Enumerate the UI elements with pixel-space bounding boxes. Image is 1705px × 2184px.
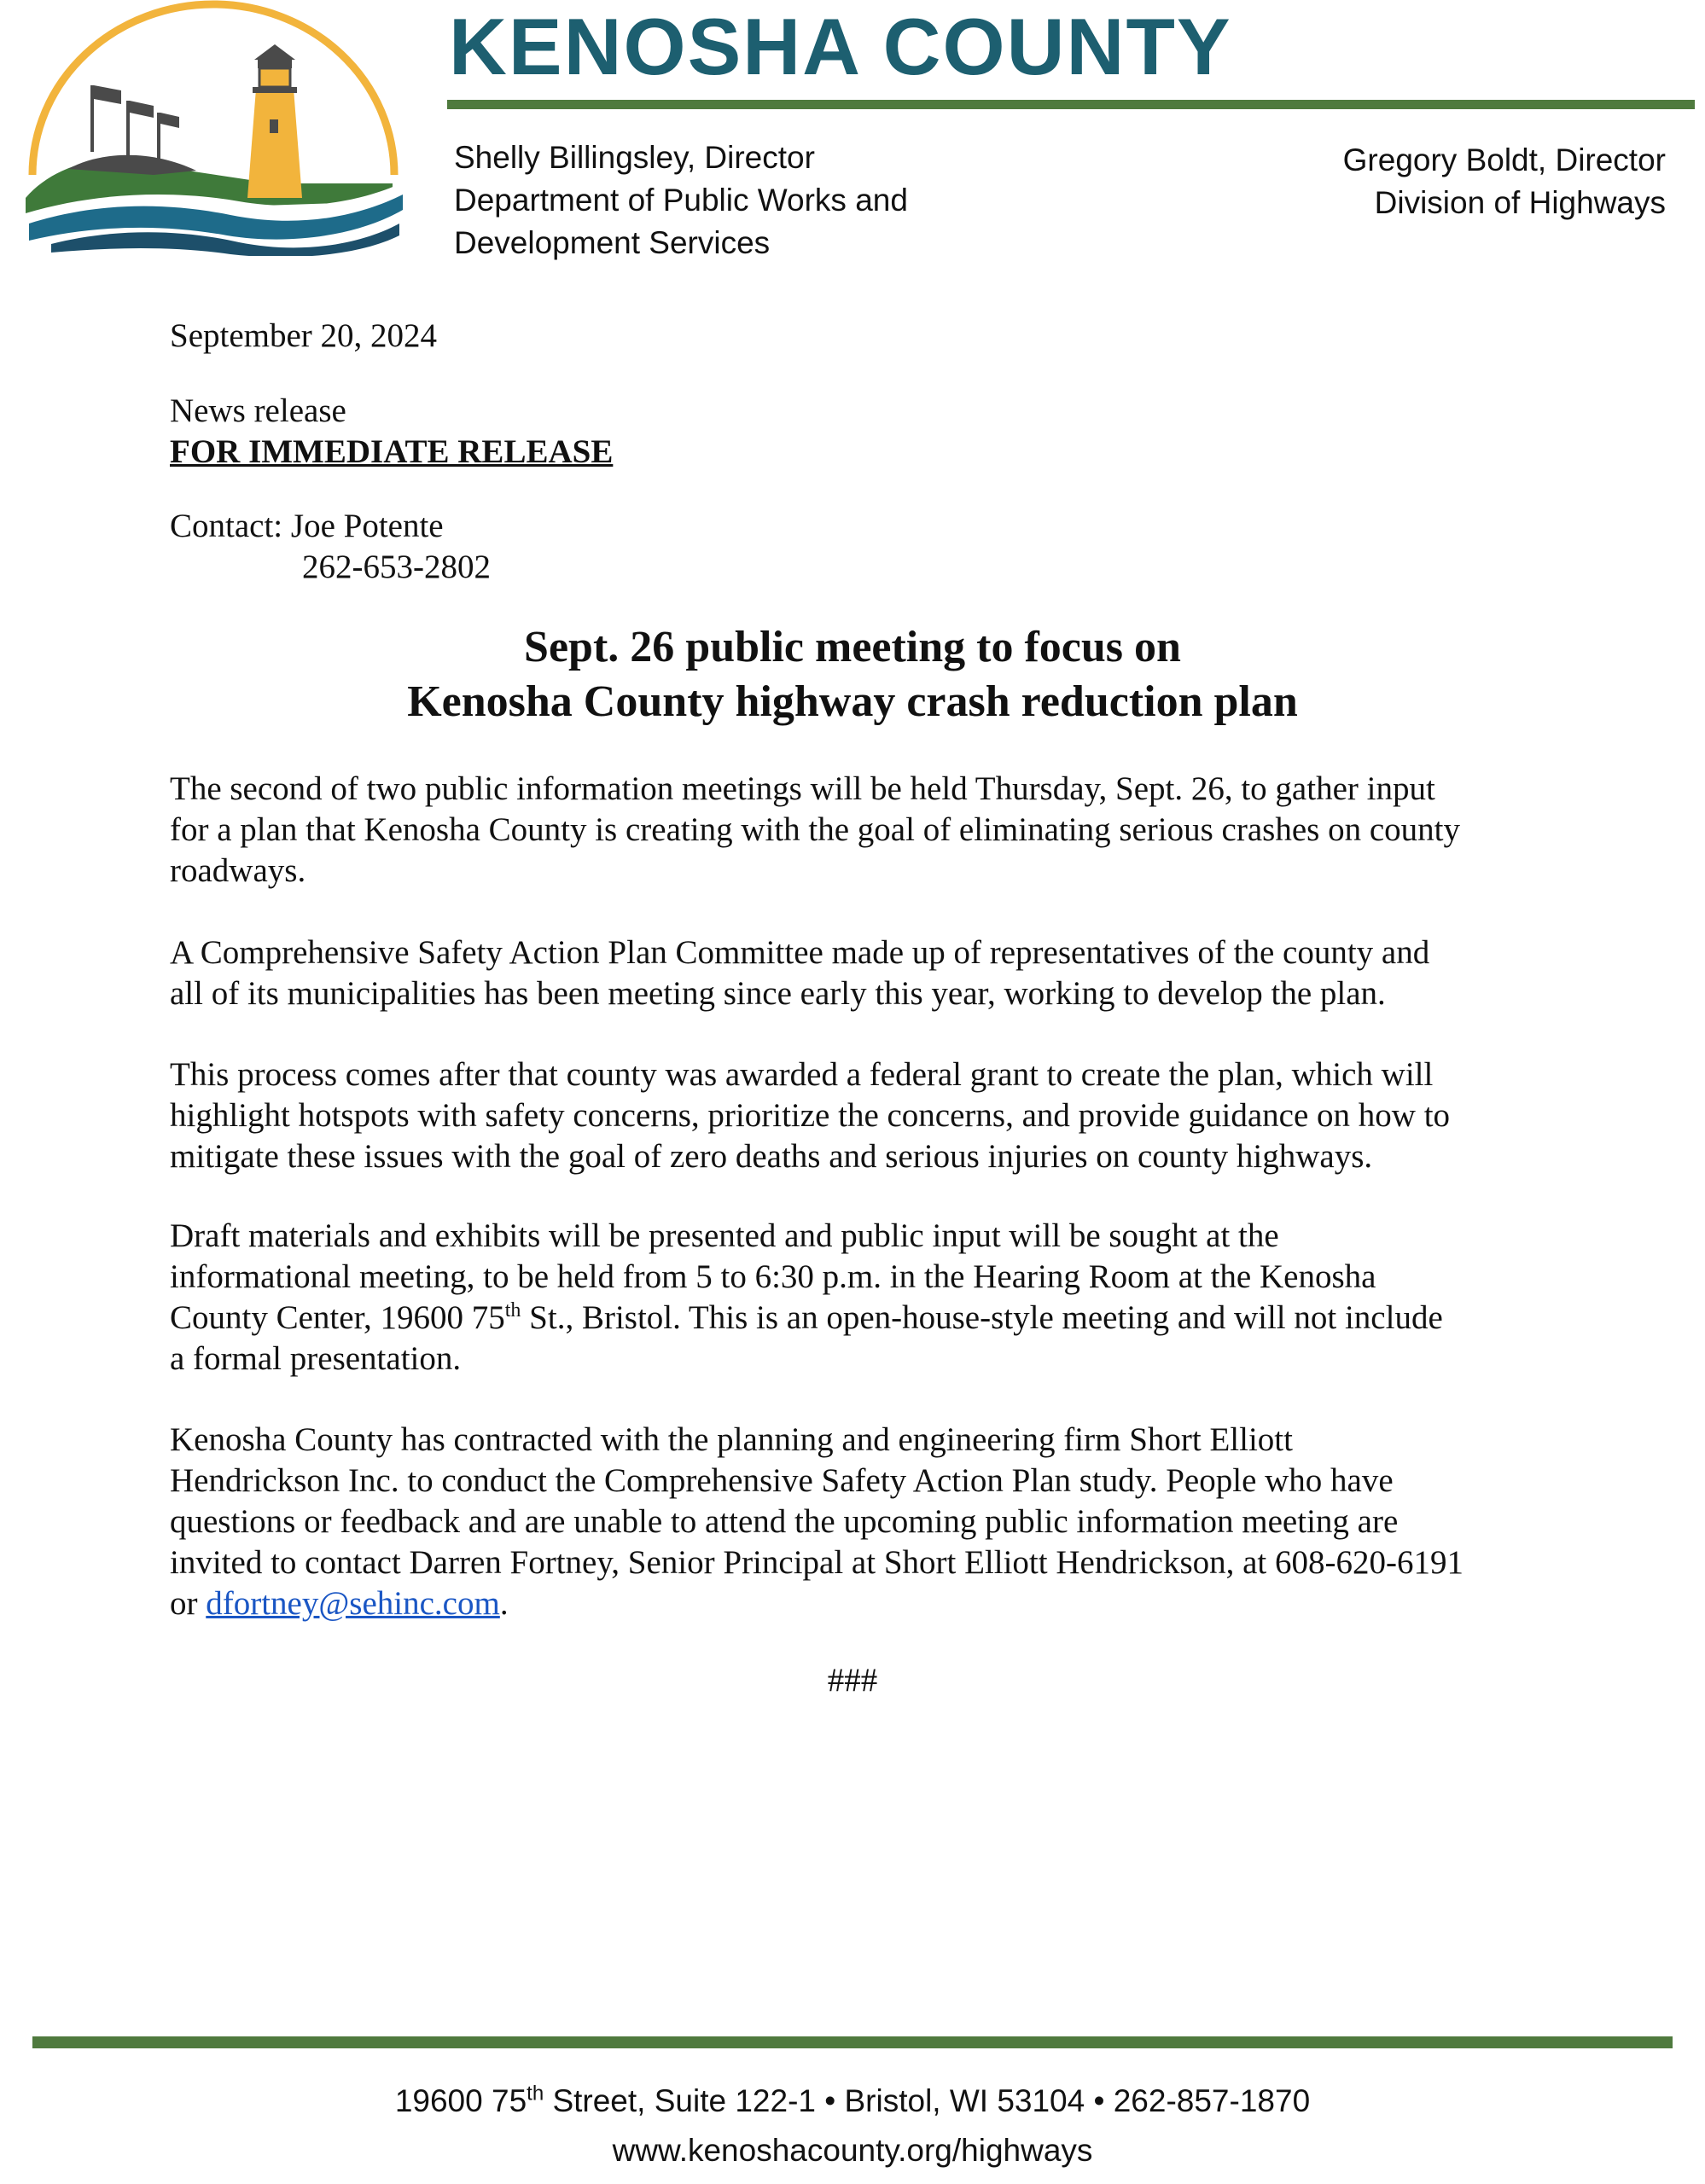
paragraph-line: a formal presentation.	[170, 1340, 462, 1377]
release-flag: FOR IMMEDIATE RELEASE	[170, 433, 614, 470]
paragraph-line: invited to contact Darren Fortney, Senior Principal at Short Elliott Hendrickson, at 608-620-6191	[170, 1544, 1464, 1581]
paragraph-5	[170, 1420, 1569, 1624]
text-span: 19600 75	[394, 2083, 527, 2118]
release-date: September 20, 2024	[170, 317, 438, 354]
superscript: th	[504, 1299, 521, 1321]
kenosha-county-logo	[17, 0, 410, 256]
dept-left-block	[454, 136, 908, 264]
dept-right-block	[1343, 139, 1666, 224]
email-link[interactable]: dfortney@sehinc.com	[206, 1585, 500, 1622]
paragraph-line	[170, 1298, 1569, 1339]
paragraph-3	[170, 1054, 1569, 1177]
release-block	[170, 391, 613, 473]
paragraph-line: mitigate these issues with the goal of zero deaths and serious injuries on county highways.	[170, 1138, 1373, 1175]
paragraph-line: The second of two public information meetings will be held Thursday, Sept. 26, to gather input	[170, 770, 1435, 807]
headline-line1: Sept. 26 public meeting to focus on	[524, 623, 1181, 671]
release-type: News release	[170, 392, 346, 429]
org-name: KENOSHA COUNTY	[449, 2, 1232, 91]
paragraph-line: questions or feedback and are unable to attend the upcoming public information meeting are	[170, 1503, 1399, 1540]
text-span: .	[499, 1585, 509, 1622]
headline	[0, 620, 1705, 729]
text-span: or	[170, 1585, 207, 1622]
footer-rule	[32, 2036, 1673, 2048]
text-span: Street, Suite 122-1 • Bristol, WI 53104 • 262-857-1870	[544, 2083, 1311, 2118]
left-dept-line2: Development Services	[454, 225, 771, 260]
footer-address	[0, 2083, 1705, 2119]
paragraph-line: Hendrickson Inc. to conduct the Comprehensive Safety Action Plan study. People who have	[170, 1462, 1394, 1499]
paragraph-line: all of its municipalities has been meeting since early this year, working to develop the plan.	[170, 975, 1386, 1012]
paragraph-2	[170, 932, 1569, 1014]
text-span: St., Bristol. This is an open-house-style meeting and will not include	[521, 1299, 1443, 1336]
paragraph-line: roadways.	[170, 852, 306, 889]
paragraph-line: Kenosha County has contracted with the planning and engineering firm Short Elliott	[170, 1421, 1293, 1458]
left-director: Shelly Billingsley, Director	[454, 140, 815, 175]
right-division: Division of Highways	[1374, 185, 1666, 220]
paragraph-4	[170, 1216, 1569, 1380]
header-rule	[447, 100, 1695, 109]
end-mark: ###	[827, 1662, 878, 1699]
paragraph-line: informational meeting, to be held from 5 to 6:30 p.m. in the Hearing Room at the Kenosha	[170, 1258, 1376, 1295]
paragraph-line: highlight hotspots with safety concerns, prioritize the concerns, and provide guidance on how to	[170, 1097, 1451, 1134]
paragraph-line: A Comprehensive Safety Action Plan Committee made up of representatives of the county and	[170, 934, 1430, 971]
right-director: Gregory Boldt, Director	[1342, 142, 1666, 177]
left-dept-line1: Department of Public Works and	[454, 183, 908, 218]
contact-label: Contact: Joe Potente	[170, 508, 444, 544]
superscript: th	[527, 2082, 544, 2106]
paragraph-line: Draft materials and exhibits will be presented and public input will be sought at the	[170, 1217, 1279, 1254]
footer-url[interactable]: www.kenoshacounty.org/highways	[612, 2133, 1093, 2168]
contact-block	[170, 506, 491, 588]
headline-line2: Kenosha County highway crash reduction plan	[407, 677, 1298, 726]
paragraph-line: This process comes after that county was awarded a federal grant to create the plan, which will	[170, 1056, 1434, 1093]
text-span: County Center, 19600 75	[170, 1299, 505, 1336]
paragraph-1	[170, 769, 1569, 892]
contact-phone: 262-653-2802	[302, 549, 491, 585]
paragraph-line: for a plan that Kenosha County is creating with the goal of eliminating serious crashes on county	[170, 811, 1460, 848]
paragraph-line	[170, 1583, 1569, 1624]
